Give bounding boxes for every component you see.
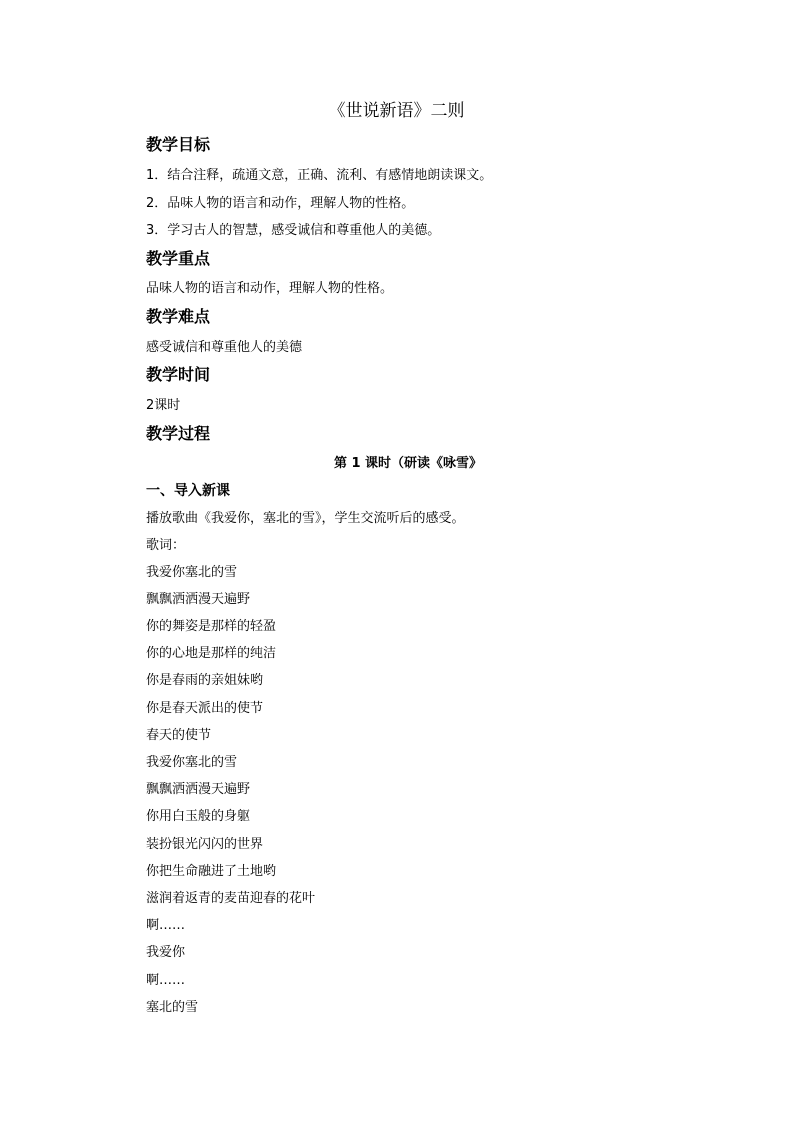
lyric-line: 啊……: [146, 918, 186, 933]
lyric-line: 你的舞姿是那样的轻盈: [146, 619, 277, 634]
lyric-line: 我爱你: [146, 945, 186, 960]
lyric-line: 春天的使节: [146, 728, 212, 743]
lyric-line: 你是春天派出的使节: [146, 701, 264, 716]
section-heading-difficulty: 教学难点: [146, 307, 211, 326]
lyric-line: 塞北的雪: [146, 1000, 199, 1015]
section-heading-time: 教学时间: [146, 365, 211, 384]
focus-text: 品味人物的语言和动作，理解人物的性格。: [146, 281, 394, 296]
lyric-line: 你的心地是那样的纯洁: [146, 646, 277, 661]
lyric-line: 你把生命融进了土地哟: [146, 864, 277, 879]
goal-item-1: 1．结合注释，疏通文意，正确、流利、有感情地朗读课文。: [146, 168, 493, 183]
lyric-line: 你是春雨的亲姐妹哟: [146, 673, 264, 688]
lesson-title: 第 1 课时（研读《咏雪》: [333, 456, 483, 471]
section-heading-process: 教学过程: [146, 424, 211, 443]
goal-item-3: 3．学习古人的智慧，感受诚信和尊重他人的美德。: [146, 223, 441, 238]
difficulty-text: 感受诚信和尊重他人的美德: [146, 340, 303, 355]
lyric-line: 你用白玉般的身躯: [146, 809, 251, 824]
goal-item-2: 2．品味人物的语言和动作，理解人物的性格。: [146, 196, 415, 211]
document-title: 《世说新语》二则: [328, 101, 465, 121]
intro-heading: 一、导入新课: [146, 483, 230, 499]
lyric-line: 装扮银光闪闪的世界: [146, 837, 264, 852]
lyric-line: 滋润着返青的麦苗迎春的花叶: [146, 891, 316, 906]
lyrics-label: 歌词：: [146, 538, 186, 553]
lyric-line: 我爱你塞北的雪: [146, 755, 238, 770]
lyric-line: 飘飘洒洒漫天遍野: [146, 592, 251, 607]
lyric-line: 飘飘洒洒漫天遍野: [146, 782, 251, 797]
lyric-line: 啊……: [146, 973, 186, 988]
section-heading-goals: 教学目标: [146, 135, 211, 154]
intro-text: 播放歌曲《我爱你，塞北的雪》，学生交流听后的感受。: [146, 511, 465, 526]
lyric-line: 我爱你塞北的雪: [146, 565, 238, 580]
section-heading-focus: 教学重点: [146, 249, 211, 268]
time-text: 2课时: [146, 398, 181, 413]
